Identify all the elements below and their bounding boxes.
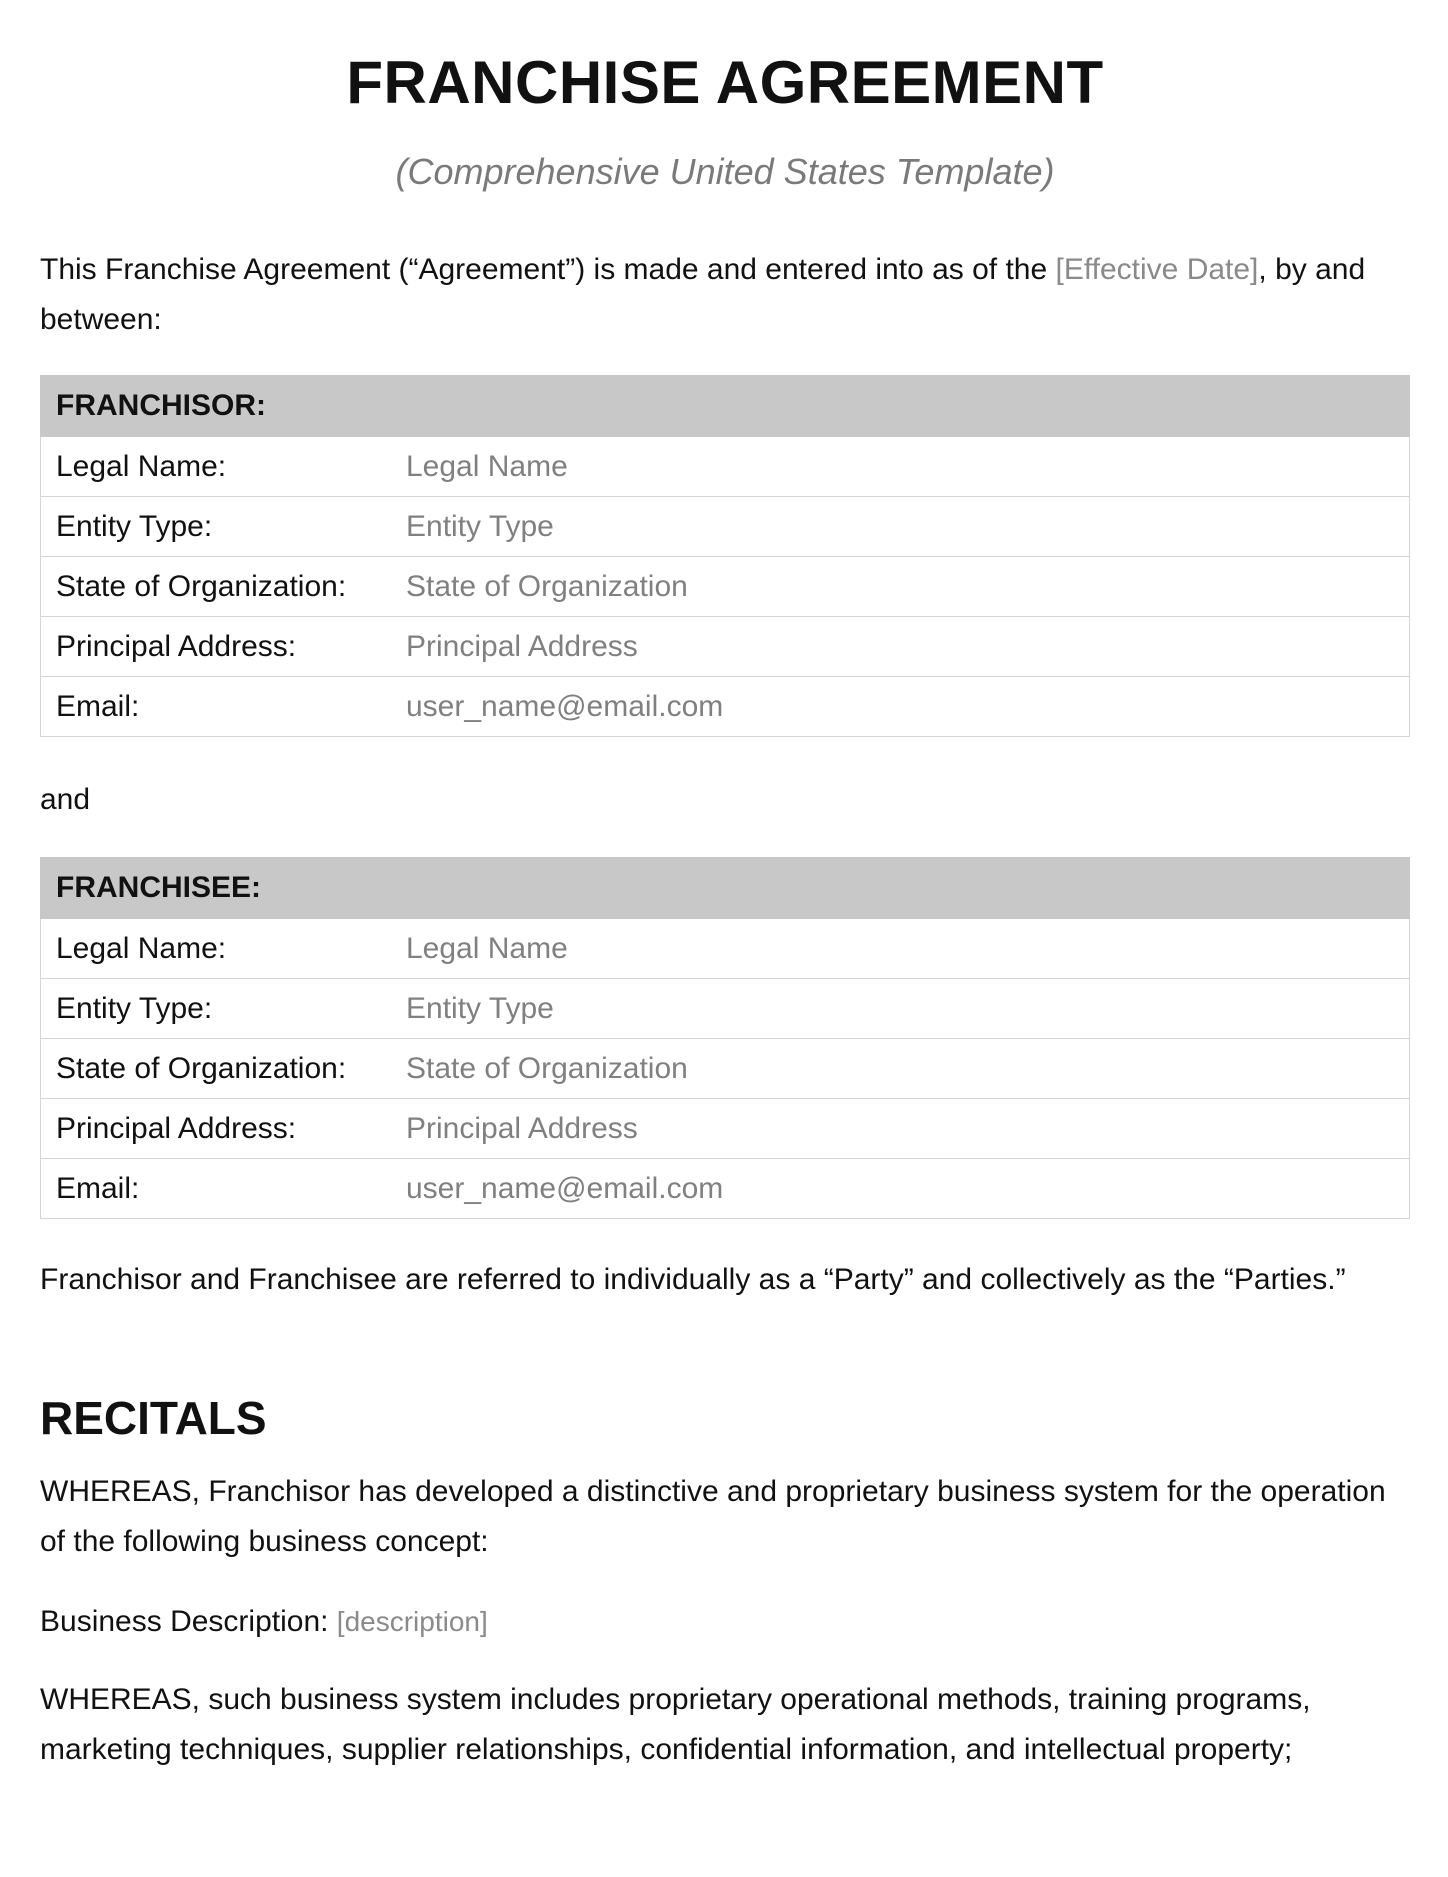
document-subtitle: (Comprehensive United States Template) bbox=[395, 151, 1055, 192]
franchisor-email-label: Email: bbox=[41, 677, 392, 737]
franchisee-state-label: State of Organization: bbox=[41, 1039, 392, 1099]
franchisor-entity-type-field[interactable]: Entity Type bbox=[391, 497, 1410, 557]
franchisee-legal-name-field[interactable]: Legal Name bbox=[391, 919, 1410, 979]
document-title: FRANCHISE AGREEMENT bbox=[346, 49, 1104, 116]
business-description-label: Business Description: bbox=[40, 1605, 337, 1638]
franchisor-legal-name-field[interactable]: Legal Name bbox=[391, 437, 1410, 497]
franchisor-state-field[interactable]: State of Organization bbox=[391, 557, 1410, 617]
table-row bbox=[41, 1159, 1410, 1219]
business-description-placeholder[interactable]: [description] bbox=[336, 1606, 488, 1637]
effective-date-placeholder[interactable]: [Effective Date] bbox=[1055, 253, 1259, 286]
franchisor-table-header bbox=[41, 376, 1410, 437]
table-row bbox=[41, 919, 1410, 979]
franchisee-table-header bbox=[41, 858, 1410, 919]
and-text: and bbox=[40, 783, 91, 816]
franchisor-address-field[interactable]: Principal Address bbox=[391, 617, 1410, 677]
table-row bbox=[41, 617, 1410, 677]
table-row bbox=[41, 497, 1410, 557]
intro-text-after: , by and between: bbox=[40, 253, 1366, 336]
franchisor-entity-type-label: Entity Type: bbox=[41, 497, 392, 557]
franchisee-state-field[interactable]: State of Organization bbox=[391, 1039, 1410, 1099]
franchisee-entity-type-field[interactable]: Entity Type bbox=[391, 979, 1410, 1039]
intro-paragraph bbox=[40, 245, 1410, 345]
franchisor-address-label: Principal Address: bbox=[41, 617, 392, 677]
franchisee-email-field[interactable]: user_name@email.com bbox=[391, 1159, 1410, 1219]
franchisee-legal-name-label: Legal Name: bbox=[41, 919, 392, 979]
franchisor-state-label: State of Organization: bbox=[41, 557, 392, 617]
franchisor-legal-name-label: Legal Name: bbox=[41, 437, 392, 497]
franchisee-table bbox=[40, 857, 1410, 1219]
franchisee-email-label: Email: bbox=[41, 1159, 392, 1219]
table-row bbox=[41, 437, 1410, 497]
recital-whereas-2: WHEREAS, such business system includes proprietary operational methods, training programs, marketing techniques, supplier relationships, confidential information, and intellectual property; bbox=[40, 1683, 1311, 1766]
table-row bbox=[41, 677, 1410, 737]
intro-text-before: This Franchise Agreement (“Agreement”) is made and entered into as of the bbox=[40, 253, 1056, 286]
franchisee-entity-type-label: Entity Type: bbox=[41, 979, 392, 1039]
parties-definition-paragraph: Franchisor and Franchisee are referred to individually as a “Party” and collectively as the “Parties.” bbox=[40, 1263, 1346, 1296]
franchisor-email-field[interactable]: user_name@email.com bbox=[391, 677, 1410, 737]
recital-whereas-1: WHEREAS, Franchisor has developed a distinctive and proprietary business system for the operation of the following business concept: bbox=[40, 1475, 1386, 1558]
franchisee-heading: FRANCHISEE: bbox=[41, 858, 1410, 919]
recitals-heading: RECITALS bbox=[40, 1392, 267, 1444]
franchisee-address-label: Principal Address: bbox=[41, 1099, 392, 1159]
table-row bbox=[41, 557, 1410, 617]
franchisee-address-field[interactable]: Principal Address bbox=[391, 1099, 1410, 1159]
franchisor-table bbox=[40, 375, 1410, 737]
table-row bbox=[41, 1099, 1410, 1159]
franchisor-heading: FRANCHISOR: bbox=[41, 376, 1410, 437]
business-description-line bbox=[40, 1597, 1410, 1647]
table-row bbox=[41, 979, 1410, 1039]
table-row bbox=[41, 1039, 1410, 1099]
